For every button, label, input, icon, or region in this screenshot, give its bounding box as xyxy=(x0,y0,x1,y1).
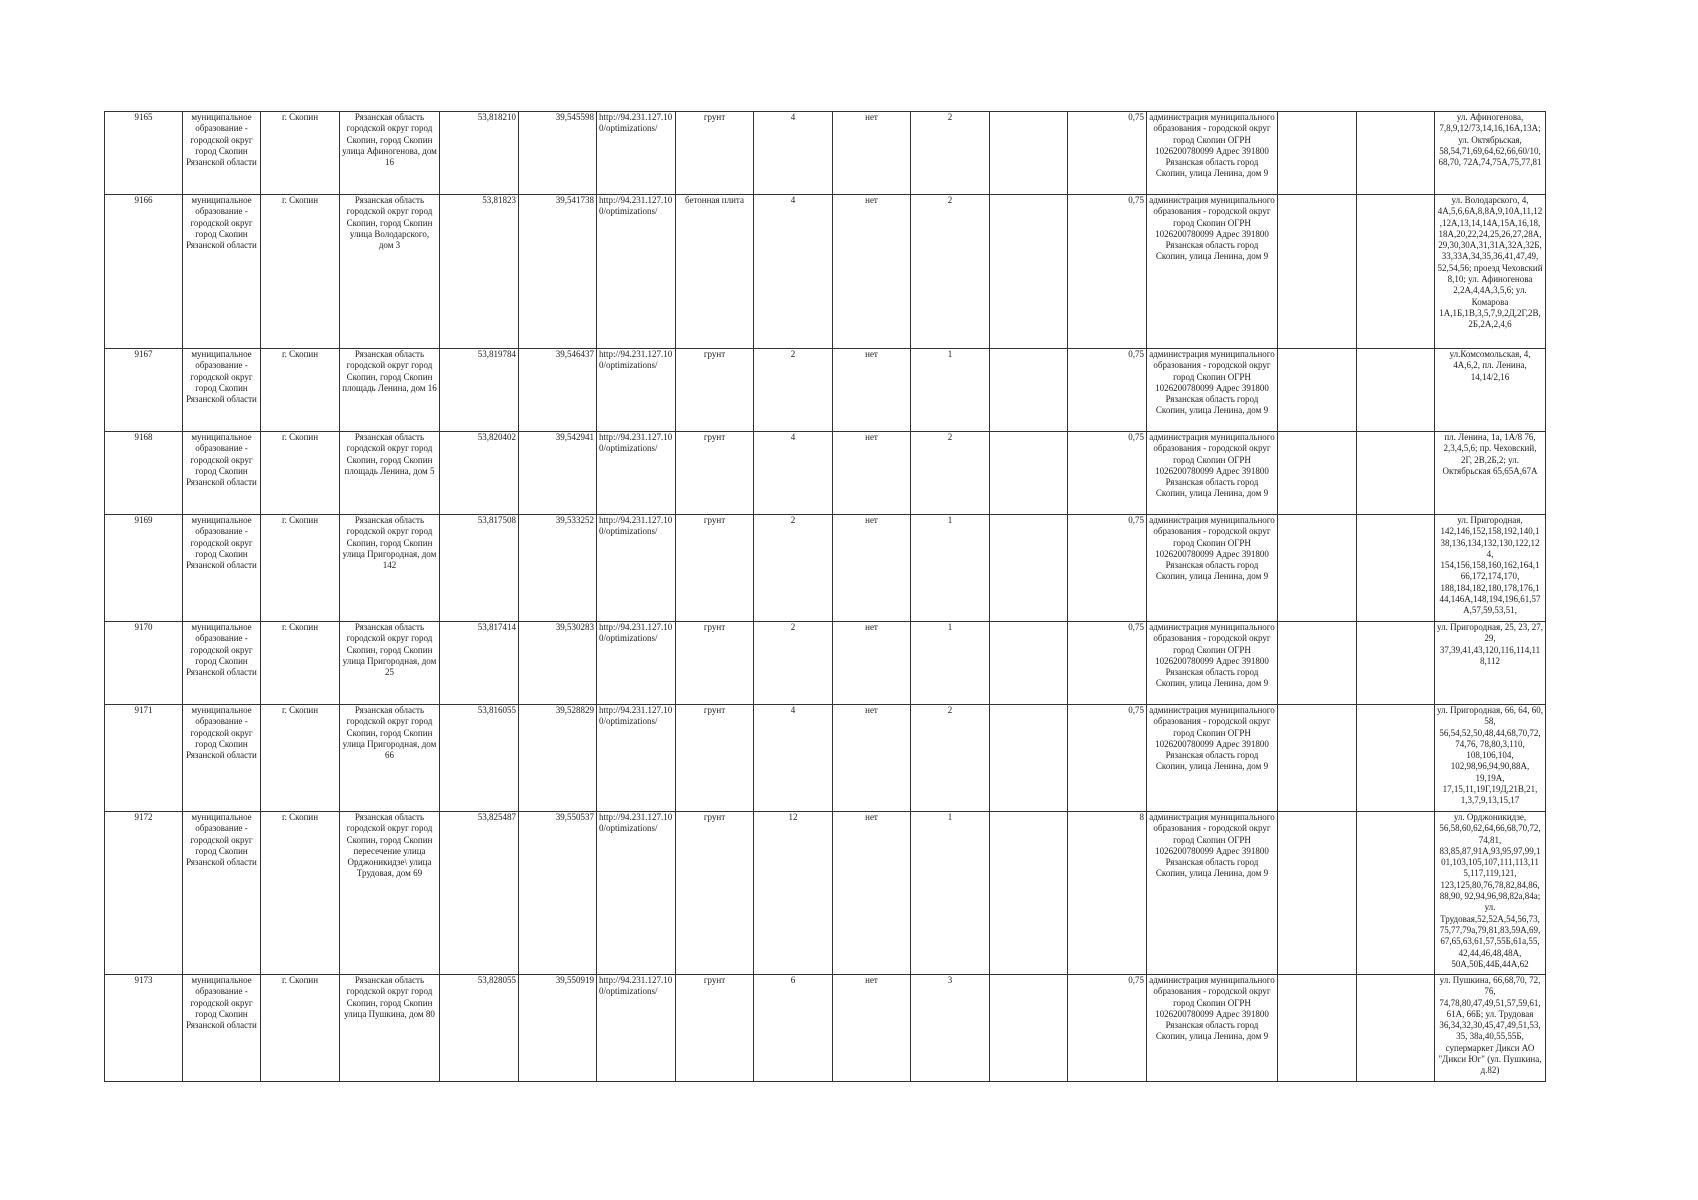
cell-surface xyxy=(676,975,754,1082)
cell-url-text: http://94.231.127.100/optimizations/ xyxy=(599,515,673,537)
cell-cover-text: нет xyxy=(865,349,878,359)
cell-longitude xyxy=(519,432,597,515)
registry-table xyxy=(104,111,1546,1082)
cell-city xyxy=(261,975,340,1082)
cell-containers-text: 1 xyxy=(947,349,953,359)
cell-served-addresses xyxy=(1435,432,1546,515)
cell-address-text: Рязанская область городской округ город Скопин, город Скопин пересечение улица Орджоникидзе\ улица Трудовая, дом 69 xyxy=(346,812,433,879)
cell-served-addresses xyxy=(1435,349,1546,432)
cell-longitude xyxy=(519,515,597,622)
cell-latitude xyxy=(440,432,519,515)
cell-volume xyxy=(1068,432,1147,515)
cell-owner-text: администрация муниципального образования - городской округ город Скопин ОГРН 1026200780099 Адрес 391800 Рязанская область город Скопин, улица Ленина, дом 9 xyxy=(1149,705,1275,772)
cell-address xyxy=(340,622,440,705)
cell-url xyxy=(597,705,676,812)
cell-containers-text: 2 xyxy=(947,195,953,205)
cell-address-text: Рязанская область городской округ город Скопин, город Скопин площадь Ленина, дом 16 xyxy=(342,349,437,393)
cell-surface xyxy=(676,812,754,975)
cell-cover-text: нет xyxy=(865,812,878,822)
cell-latitude-text: 53,819784 xyxy=(477,349,516,359)
cell-owner xyxy=(1147,112,1278,195)
cell-city xyxy=(261,705,340,812)
cell-city xyxy=(261,515,340,622)
cell-surface xyxy=(676,622,754,705)
cell-municipality xyxy=(183,622,261,705)
cell-longitude-text: 39,528829 xyxy=(555,705,594,715)
cell-city xyxy=(261,432,340,515)
cell-area xyxy=(754,622,833,705)
cell-municipality-text: муниципальное образование - городской округ город Скопин Рязанской области xyxy=(186,622,257,678)
cell-url xyxy=(597,515,676,622)
cell-latitude-text: 53,81823 xyxy=(482,195,516,205)
cell-address xyxy=(340,975,440,1082)
cell-surface-text: грунт xyxy=(703,112,726,122)
cell-address-text: Рязанская область городской округ город Скопин, город Скопин улица Афиногенова, дом 16 xyxy=(342,112,437,168)
cell-served-addresses xyxy=(1435,975,1546,1082)
cell-cover xyxy=(833,975,911,1082)
cell-owner-text: администрация муниципального образования - городской округ город Скопин ОГРН 1026200780099 Адрес 391800 Рязанская область город Скопин, улица Ленина, дом 9 xyxy=(1149,622,1275,689)
table-row xyxy=(105,349,1546,432)
cell-owner xyxy=(1147,705,1278,812)
cell-area xyxy=(754,705,833,812)
cell-cover xyxy=(833,622,911,705)
cell-empty xyxy=(1278,432,1357,515)
table-row xyxy=(105,112,1546,195)
cell-containers xyxy=(911,432,990,515)
cell-empty xyxy=(1278,705,1357,812)
cell-latitude-text: 53,816055 xyxy=(477,705,516,715)
cell-owner-text: администрация муниципального образования - городской округ город Скопин ОГРН 1026200780099 Адрес 391800 Рязанская область город Скопин, улица Ленина, дом 9 xyxy=(1149,975,1275,1042)
cell-owner-text: администрация муниципального образования - городской округ город Скопин ОГРН 1026200780099 Адрес 391800 Рязанская область город Скопин, улица Ленина, дом 9 xyxy=(1149,432,1275,499)
cell-served-addresses-text: ул.Комсомольская, 4, 4А,6,2, пл. Ленина, 14,14/2,16 xyxy=(1449,349,1531,382)
cell-municipality xyxy=(183,705,261,812)
cell-number-text: 9168 xyxy=(134,432,153,442)
cell-volume-text: 0,75 xyxy=(1128,349,1144,359)
cell-containers-text: 2 xyxy=(947,112,953,122)
cell-surface xyxy=(676,515,754,622)
cell-municipality xyxy=(183,432,261,515)
cell-served-addresses xyxy=(1435,705,1546,812)
cell-url-text: http://94.231.127.100/optimizations/ xyxy=(599,432,673,454)
cell-municipality xyxy=(183,112,261,195)
cell-municipality xyxy=(183,812,261,975)
table-row xyxy=(105,705,1546,812)
cell-empty xyxy=(990,975,1068,1082)
cell-cover-text: нет xyxy=(865,515,878,525)
cell-municipality xyxy=(183,349,261,432)
cell-latitude-text: 53,818210 xyxy=(477,112,516,122)
cell-area xyxy=(754,432,833,515)
cell-empty xyxy=(1357,705,1435,812)
cell-latitude-text: 53,825487 xyxy=(477,812,516,822)
cell-containers-text: 1 xyxy=(947,812,953,822)
cell-cover-text: нет xyxy=(865,705,878,715)
cell-owner xyxy=(1147,812,1278,975)
cell-empty xyxy=(1357,195,1435,349)
cell-address xyxy=(340,705,440,812)
cell-municipality-text: муниципальное образование - городской округ город Скопин Рязанской области xyxy=(186,432,257,488)
cell-number xyxy=(105,195,183,349)
cell-municipality-text: муниципальное образование - городской округ город Скопин Рязанской области xyxy=(186,975,257,1031)
cell-surface-text: грунт xyxy=(703,812,726,822)
cell-owner xyxy=(1147,195,1278,349)
cell-volume-text: 0,75 xyxy=(1128,432,1144,442)
cell-empty xyxy=(1357,349,1435,432)
cell-area-text: 4 xyxy=(790,432,796,442)
cell-longitude xyxy=(519,112,597,195)
cell-area-text: 6 xyxy=(790,975,796,985)
cell-empty xyxy=(1357,432,1435,515)
cell-latitude xyxy=(440,622,519,705)
cell-volume-text: 0,75 xyxy=(1128,195,1144,205)
cell-longitude xyxy=(519,975,597,1082)
cell-number xyxy=(105,515,183,622)
cell-empty xyxy=(1357,515,1435,622)
table-row xyxy=(105,515,1546,622)
cell-owner-text: администрация муниципального образования - городской округ город Скопин ОГРН 1026200780099 Адрес 391800 Рязанская область город Скопин, улица Ленина, дом 9 xyxy=(1149,812,1275,879)
cell-empty xyxy=(990,515,1068,622)
cell-longitude xyxy=(519,195,597,349)
cell-latitude-text: 53,820402 xyxy=(477,432,516,442)
cell-cover xyxy=(833,705,911,812)
cell-latitude xyxy=(440,812,519,975)
cell-volume xyxy=(1068,622,1147,705)
cell-url-text: http://94.231.127.100/optimizations/ xyxy=(599,112,673,134)
cell-url xyxy=(597,112,676,195)
cell-served-addresses xyxy=(1435,515,1546,622)
cell-url-text: http://94.231.127.100/optimizations/ xyxy=(599,812,673,834)
cell-volume-text: 0,75 xyxy=(1128,515,1144,525)
cell-latitude-text: 53,817508 xyxy=(477,515,516,525)
cell-served-addresses-text: ул. Пригородная, 66, 64, 60, 58, 56,54,52,50,48,44,68,70,72, 74,76, 78,80,3,110, 108,106,104, 102,98,96,94,90,88А, 19,19А, 17,15,11,19Г,19Д,21В,21, 1,3,7,9,13,15,17 xyxy=(1437,705,1543,806)
cell-area-text: 4 xyxy=(790,705,796,715)
cell-area-text: 2 xyxy=(790,349,796,359)
cell-volume-text: 0,75 xyxy=(1128,622,1144,632)
cell-owner xyxy=(1147,432,1278,515)
cell-empty xyxy=(990,112,1068,195)
cell-owner xyxy=(1147,349,1278,432)
cell-municipality-text: муниципальное образование - городской округ город Скопин Рязанской области xyxy=(186,112,257,168)
cell-owner xyxy=(1147,515,1278,622)
cell-containers xyxy=(911,515,990,622)
cell-surface xyxy=(676,705,754,812)
cell-city xyxy=(261,349,340,432)
cell-number xyxy=(105,432,183,515)
cell-number-text: 9169 xyxy=(134,515,153,525)
cell-volume-text: 0,75 xyxy=(1128,975,1144,985)
cell-area-text: 4 xyxy=(790,112,796,122)
cell-area-text: 12 xyxy=(788,812,798,822)
table-row xyxy=(105,195,1546,349)
cell-served-addresses xyxy=(1435,195,1546,349)
cell-url xyxy=(597,349,676,432)
cell-surface-text: грунт xyxy=(703,975,726,985)
cell-latitude xyxy=(440,195,519,349)
cell-cover xyxy=(833,515,911,622)
cell-surface-text: грунт xyxy=(703,705,726,715)
cell-address-text: Рязанская область городской округ город Скопин, город Скопин улица Пригородная, дом 25 xyxy=(342,622,437,678)
table-row xyxy=(105,432,1546,515)
cell-municipality-text: муниципальное образование - городской округ город Скопин Рязанской области xyxy=(186,195,257,251)
cell-url xyxy=(597,975,676,1082)
cell-address-text: Рязанская область городской округ город Скопин, город Скопин улица Володарского, дом 3 xyxy=(346,195,433,251)
cell-address xyxy=(340,349,440,432)
cell-url-text: http://94.231.127.100/optimizations/ xyxy=(599,975,673,997)
cell-containers xyxy=(911,349,990,432)
cell-address-text: Рязанская область городской округ город Скопин, город Скопин улица Пригородная, дом 142 xyxy=(342,515,437,571)
table-row xyxy=(105,812,1546,975)
cell-latitude xyxy=(440,515,519,622)
cell-containers xyxy=(911,975,990,1082)
cell-volume-text: 8 xyxy=(1139,812,1144,822)
cell-address xyxy=(340,432,440,515)
cell-address xyxy=(340,515,440,622)
cell-volume xyxy=(1068,812,1147,975)
cell-municipality-text: муниципальное образование - городской округ город Скопин Рязанской области xyxy=(186,812,257,868)
cell-area-text: 4 xyxy=(790,195,796,205)
cell-number-text: 9171 xyxy=(134,705,153,715)
cell-number-text: 9167 xyxy=(134,349,153,359)
cell-longitude xyxy=(519,349,597,432)
cell-cover-text: нет xyxy=(865,975,878,985)
cell-containers xyxy=(911,705,990,812)
cell-number-text: 9165 xyxy=(134,112,153,122)
cell-volume-text: 0,75 xyxy=(1128,112,1144,122)
cell-latitude xyxy=(440,349,519,432)
cell-owner-text: администрация муниципального образования - городской округ город Скопин ОГРН 1026200780099 Адрес 391800 Рязанская область город Скопин, улица Ленина, дом 9 xyxy=(1149,195,1275,262)
cell-volume xyxy=(1068,112,1147,195)
cell-municipality-text: муниципальное образование - городской округ город Скопин Рязанской области xyxy=(186,515,257,571)
cell-longitude-text: 39,545598 xyxy=(555,112,594,122)
cell-city-text: г. Скопин xyxy=(281,349,319,359)
cell-cover xyxy=(833,195,911,349)
cell-area xyxy=(754,195,833,349)
cell-city-text: г. Скопин xyxy=(281,975,319,985)
cell-url-text: http://94.231.127.100/optimizations/ xyxy=(599,705,673,727)
cell-served-addresses-text: ул. Володарского, 4, 4А,5,6,6А,8,8А,9,10А,11,12 ,12А,13,14,14А,15А,16,18, 18А,20,22,24,25,26,27,28А, 29,30,30А,31,31А,32А,32Б, 33,33А,34,35,36,41,47,49, 52,54,56; проезд Чеховский 8,10; ул. Афиногенова 2,2А,4,4А,3,5,6; ул. Комарова 1А,1Б,1В,3,5,7,9,2Д,2Г,2В, 2Б,2А,2,4,6 xyxy=(1437,195,1543,330)
cell-latitude-text: 53,828055 xyxy=(477,975,516,985)
cell-served-addresses-text: ул. Пригородная, 25, 23, 27, 29, 37,39,41,43,120,116,114,11 8,112 xyxy=(1437,622,1543,666)
cell-longitude-text: 39,541738 xyxy=(555,195,594,205)
cell-surface-text: грунт xyxy=(703,349,726,359)
cell-empty xyxy=(1357,622,1435,705)
cell-empty xyxy=(990,812,1068,975)
cell-address-text: Рязанская область городской округ город Скопин, город Скопин улица Пушкина, дом 80 xyxy=(344,975,435,1019)
cell-volume xyxy=(1068,975,1147,1082)
cell-longitude xyxy=(519,812,597,975)
cell-surface xyxy=(676,349,754,432)
cell-cover xyxy=(833,432,911,515)
cell-cover xyxy=(833,349,911,432)
cell-cover xyxy=(833,112,911,195)
cell-city xyxy=(261,622,340,705)
cell-cover-text: нет xyxy=(865,622,878,632)
cell-area xyxy=(754,349,833,432)
cell-number xyxy=(105,112,183,195)
cell-municipality xyxy=(183,195,261,349)
cell-url-text: http://94.231.127.100/optimizations/ xyxy=(599,195,673,217)
cell-number-text: 9173 xyxy=(134,975,153,985)
cell-empty xyxy=(1278,112,1357,195)
cell-surface-text: грунт xyxy=(703,515,726,525)
cell-longitude xyxy=(519,705,597,812)
cell-longitude-text: 39,550537 xyxy=(555,812,594,822)
cell-owner xyxy=(1147,622,1278,705)
cell-city-text: г. Скопин xyxy=(281,812,319,822)
cell-longitude-text: 39,546437 xyxy=(555,349,594,359)
cell-number-text: 9166 xyxy=(134,195,153,205)
cell-municipality xyxy=(183,515,261,622)
cell-url xyxy=(597,812,676,975)
cell-served-addresses xyxy=(1435,812,1546,975)
cell-surface xyxy=(676,432,754,515)
cell-empty xyxy=(990,432,1068,515)
cell-area-text: 2 xyxy=(790,622,796,632)
cell-number xyxy=(105,812,183,975)
cell-empty xyxy=(1278,812,1357,975)
cell-containers-text: 1 xyxy=(947,515,953,525)
cell-longitude-text: 39,530283 xyxy=(555,622,594,632)
cell-volume xyxy=(1068,195,1147,349)
cell-address xyxy=(340,112,440,195)
cell-latitude xyxy=(440,975,519,1082)
cell-city xyxy=(261,112,340,195)
cell-area xyxy=(754,975,833,1082)
cell-area xyxy=(754,112,833,195)
cell-containers xyxy=(911,112,990,195)
cell-surface-text: грунт xyxy=(703,622,726,632)
cell-url xyxy=(597,622,676,705)
cell-number xyxy=(105,975,183,1082)
cell-containers-text: 1 xyxy=(947,622,953,632)
cell-empty xyxy=(1357,112,1435,195)
cell-city-text: г. Скопин xyxy=(281,515,319,525)
cell-address xyxy=(340,812,440,975)
cell-url-text: http://94.231.127.100/optimizations/ xyxy=(599,622,673,644)
cell-empty xyxy=(1278,349,1357,432)
cell-served-addresses-text: ул. Орджоникидзе, 56,58,60,62,64,66,68,70,72, 74,81, 83,85,87,91А,93,95,97,99,1 01,103,105,107,111,113,11 5,117,119,121, 123,125,80,76,78,82,84,86, 88,90, 92,94,96,98,82а,84а; ул. Трудовая,52,52А,54,56,73, 75,77,79а,79,81,83,59А,69, 67,65,63,61,57,55Б,61а,55, 42,44,46,48,48А, 50А,50Б,44Б,44А,62 xyxy=(1439,812,1541,969)
cell-city-text: г. Скопин xyxy=(281,622,319,632)
cell-url xyxy=(597,432,676,515)
cell-containers-text: 2 xyxy=(947,432,953,442)
cell-empty xyxy=(1278,622,1357,705)
cell-served-addresses xyxy=(1435,112,1546,195)
cell-number xyxy=(105,622,183,705)
cell-owner-text: администрация муниципального образования - городской округ город Скопин ОГРН 1026200780099 Адрес 391800 Рязанская область город Скопин, улица Ленина, дом 9 xyxy=(1149,112,1275,179)
cell-url xyxy=(597,195,676,349)
cell-empty xyxy=(1357,975,1435,1082)
cell-owner-text: администрация муниципального образования - городской округ город Скопин ОГРН 1026200780099 Адрес 391800 Рязанская область город Скопин, улица Ленина, дом 9 xyxy=(1149,515,1275,582)
cell-volume-text: 0,75 xyxy=(1128,705,1144,715)
cell-city xyxy=(261,195,340,349)
cell-empty xyxy=(1278,975,1357,1082)
cell-volume xyxy=(1068,349,1147,432)
cell-municipality xyxy=(183,975,261,1082)
cell-number xyxy=(105,349,183,432)
cell-empty xyxy=(990,195,1068,349)
cell-volume xyxy=(1068,515,1147,622)
cell-served-addresses-text: пл. Ленина, 1а, 1А/8 76, 2,3,4,5,6; пр. Чеховский, 2Г, 2В,2Б,2; ул. Октябрьская 65,65А,67А xyxy=(1442,432,1538,476)
cell-city-text: г. Скопин xyxy=(281,432,319,442)
cell-containers-text: 2 xyxy=(947,705,953,715)
cell-city-text: г. Скопин xyxy=(281,705,319,715)
cell-longitude-text: 39,533252 xyxy=(555,515,594,525)
cell-empty xyxy=(990,622,1068,705)
cell-address-text: Рязанская область городской округ город Скопин, город Скопин площадь Ленина, дом 5 xyxy=(344,432,435,476)
cell-served-addresses-text: ул. Пригородная, 142,146,152,158,192,140,1 38,136,134,132,130,122,12 4, 154,156,158,160,162,164,1 66,172,174,170, 188,184,182,180,178,176,1 44,146А,148,194,196,61,57 А,57,59,53,51, xyxy=(1439,515,1541,616)
cell-empty xyxy=(1278,515,1357,622)
cell-empty xyxy=(1278,195,1357,349)
cell-cover-text: нет xyxy=(865,112,878,122)
registry-table-body xyxy=(105,112,1546,1082)
cell-empty xyxy=(1357,812,1435,975)
cell-empty xyxy=(990,349,1068,432)
cell-number-text: 9170 xyxy=(134,622,153,632)
cell-containers xyxy=(911,812,990,975)
cell-cover-text: нет xyxy=(865,195,878,205)
cell-municipality-text: муниципальное образование - городской округ город Скопин Рязанской области xyxy=(186,349,257,405)
cell-containers xyxy=(911,622,990,705)
cell-number xyxy=(105,705,183,812)
cell-containers-text: 3 xyxy=(947,975,953,985)
cell-latitude xyxy=(440,705,519,812)
cell-cover xyxy=(833,812,911,975)
cell-latitude xyxy=(440,112,519,195)
cell-volume xyxy=(1068,705,1147,812)
cell-surface xyxy=(676,112,754,195)
cell-city-text: г. Скопин xyxy=(281,195,319,205)
cell-area-text: 2 xyxy=(790,515,796,525)
table-row xyxy=(105,622,1546,705)
cell-owner xyxy=(1147,975,1278,1082)
cell-area xyxy=(754,515,833,622)
cell-area xyxy=(754,812,833,975)
cell-number-text: 9172 xyxy=(134,812,153,822)
cell-latitude-text: 53,817414 xyxy=(477,622,516,632)
cell-cover-text: нет xyxy=(865,432,878,442)
table-row xyxy=(105,975,1546,1082)
cell-containers xyxy=(911,195,990,349)
cell-served-addresses-text: ул. Афиногенова, 7,8,9,12/73,14,16,16А,13А; ул. Октябрьская, 58,54,71,69,64,62,66,60/10, 68,70, 72А,74,75А,75,77,81 xyxy=(1438,112,1542,168)
cell-surface xyxy=(676,195,754,349)
cell-owner-text: администрация муниципального образования - городской округ город Скопин ОГРН 1026200780099 Адрес 391800 Рязанская область город Скопин, улица Ленина, дом 9 xyxy=(1149,349,1275,416)
cell-address xyxy=(340,195,440,349)
cell-longitude xyxy=(519,622,597,705)
cell-address-text: Рязанская область городской округ город Скопин, город Скопин улица Пригородная, дом 66 xyxy=(342,705,437,761)
cell-surface-text: бетонная плита xyxy=(685,195,744,205)
cell-longitude-text: 39,550919 xyxy=(555,975,594,985)
cell-longitude-text: 39,542941 xyxy=(555,432,594,442)
cell-surface-text: грунт xyxy=(703,432,726,442)
cell-municipality-text: муниципальное образование - городской округ город Скопин Рязанской области xyxy=(186,705,257,761)
cell-city xyxy=(261,812,340,975)
cell-served-addresses xyxy=(1435,622,1546,705)
cell-url-text: http://94.231.127.100/optimizations/ xyxy=(599,349,673,371)
cell-city-text: г. Скопин xyxy=(281,112,319,122)
cell-served-addresses-text: ул. Пушкина, 66,68,70, 72, 76, 74,78,80,47,49,51,57,59,61, 61А, 66Б; ул. Трудовая 36,34,32,30,45,47,49,51,53, 35, 38а,40,55,55Б, супермаркет Дикси АО "Дикси Юг" (ул. Пушкина, д.82) xyxy=(1438,975,1542,1076)
cell-empty xyxy=(990,705,1068,812)
